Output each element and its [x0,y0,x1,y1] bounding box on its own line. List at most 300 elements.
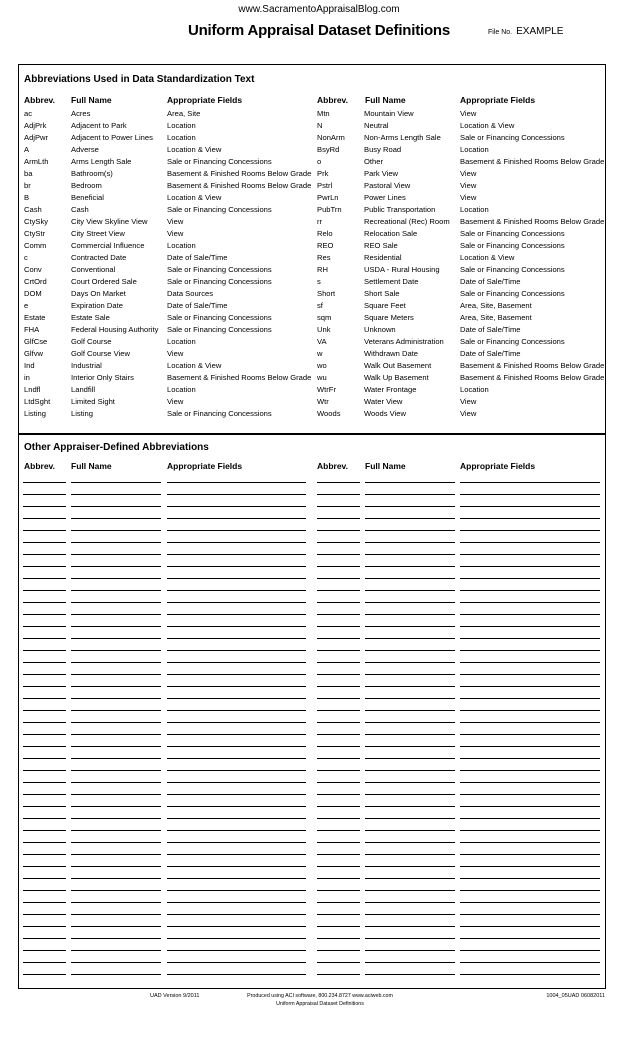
custom-entry-line[interactable] [71,710,161,711]
custom-entry-line[interactable] [167,482,306,483]
custom-entry-line[interactable] [167,710,306,711]
custom-entry-line[interactable] [460,842,600,843]
custom-entry-line[interactable] [317,938,360,939]
custom-entry-line[interactable] [23,674,66,675]
custom-entry-line[interactable] [365,842,455,843]
abbreviation-row [24,324,309,336]
abbreviation-row [317,288,602,300]
custom-entry-line[interactable] [460,530,600,531]
custom-entry-line[interactable] [365,830,455,831]
custom-entry-line[interactable] [167,866,306,867]
custom-entry-line[interactable] [460,902,600,903]
custom-entry-line[interactable] [460,938,600,939]
custom-entry-line[interactable] [71,962,161,963]
custom-entry-line[interactable] [460,770,600,771]
custom-entry-line[interactable] [365,602,455,603]
custom-entry-line[interactable] [167,530,306,531]
custom-entry-line[interactable] [365,482,455,483]
custom-entry-line[interactable] [365,650,455,651]
custom-entry-line[interactable] [365,578,455,579]
custom-entry-line[interactable] [460,818,600,819]
custom-entry-line[interactable] [167,566,306,567]
abbreviation-code: w [317,349,323,358]
custom-entry-line[interactable] [460,482,600,483]
custom-entry-line[interactable] [167,542,306,543]
custom-entry-line[interactable] [71,950,161,951]
custom-entry-line[interactable] [23,962,66,963]
custom-entry-line[interactable] [365,758,455,759]
abbreviation-full-name: Power Lines [364,193,406,202]
custom-entry-line[interactable] [365,530,455,531]
custom-entry-line[interactable] [317,866,360,867]
custom-entry-line[interactable] [23,614,66,615]
custom-entry-line[interactable] [167,626,306,627]
custom-entry-line[interactable] [167,890,306,891]
custom-entry-line[interactable] [365,566,455,567]
abbreviation-code: Pstrl [317,181,333,190]
abbreviation-full-name: Adjacent to Park [71,121,127,130]
custom-entry-line[interactable] [317,614,360,615]
custom-entry-line[interactable] [167,950,306,951]
custom-entry-line[interactable] [317,806,360,807]
custom-entry-line[interactable] [71,686,161,687]
custom-entry-line[interactable] [460,542,600,543]
custom-entry-line[interactable] [71,602,161,603]
custom-entry-line[interactable] [23,902,66,903]
custom-entry-line[interactable] [23,890,66,891]
custom-entry-line[interactable] [71,926,161,927]
abbreviation-fields: Location & View [167,361,222,370]
custom-entry-line[interactable] [365,662,455,663]
custom-entry-line[interactable] [71,554,161,555]
right-col-fields-header: Appropriate Fields [460,95,536,105]
custom-entry-line[interactable] [317,962,360,963]
custom-entry-line[interactable] [365,626,455,627]
custom-entry-line[interactable] [317,854,360,855]
custom-entry-line[interactable] [460,494,600,495]
abbreviation-row [317,360,605,372]
custom-entry-line[interactable] [23,710,66,711]
custom-entry-line[interactable] [71,974,161,975]
custom-entry-line[interactable] [365,686,455,687]
custom-entry-line[interactable] [317,974,360,975]
custom-entry-line[interactable] [317,782,360,783]
custom-entry-line[interactable] [317,602,360,603]
custom-entry-line[interactable] [460,926,600,927]
custom-entry-line[interactable] [167,494,306,495]
custom-entry-line[interactable] [71,566,161,567]
custom-entry-line[interactable] [460,698,600,699]
custom-entry-line[interactable] [23,494,66,495]
custom-entry-line[interactable] [460,638,600,639]
custom-entry-line[interactable] [365,938,455,939]
custom-entry-line[interactable] [460,662,600,663]
custom-entry-line[interactable] [23,566,66,567]
custom-entry-line[interactable] [317,950,360,951]
abbreviation-full-name: Acres [71,109,91,118]
abbreviation-full-name: Short Sale [364,289,400,298]
custom-entry-line[interactable] [23,578,66,579]
custom-entry-line[interactable] [167,506,306,507]
custom-entry-line[interactable] [317,626,360,627]
custom-entry-line[interactable] [460,518,600,519]
custom-entry-line[interactable] [317,890,360,891]
custom-entry-line[interactable] [71,578,161,579]
custom-entry-line[interactable] [365,806,455,807]
custom-entry-line[interactable] [23,806,66,807]
abbreviation-fields: View [167,229,184,238]
custom-entry-line[interactable] [23,938,66,939]
custom-entry-line[interactable] [71,542,161,543]
abbreviation-code: RH [317,265,328,274]
custom-entry-line[interactable] [23,734,66,735]
custom-entry-line[interactable] [167,674,306,675]
abbreviation-fields: View [460,193,477,202]
custom-entry-line[interactable] [71,530,161,531]
custom-entry-line[interactable] [365,674,455,675]
custom-entry-line[interactable] [460,866,600,867]
custom-entry-line[interactable] [23,698,66,699]
custom-entry-line[interactable] [460,722,600,723]
custom-entry-line[interactable] [167,698,306,699]
custom-entry-line[interactable] [317,698,360,699]
custom-entry-line[interactable] [23,590,66,591]
custom-entry-line[interactable] [167,842,306,843]
custom-entry-line[interactable] [317,662,360,663]
abbreviation-full-name: Interior Only Stairs [71,373,134,382]
custom-entry-line[interactable] [167,650,306,651]
custom-entry-line[interactable] [460,686,600,687]
custom-entry-line[interactable] [460,794,600,795]
custom-entry-line[interactable] [167,614,306,615]
custom-entry-line[interactable] [23,554,66,555]
custom-entry-line[interactable] [23,758,66,759]
custom-entry-line[interactable] [317,542,360,543]
custom-entry-line[interactable] [71,914,161,915]
custom-entry-line[interactable] [167,590,306,591]
custom-entry-line[interactable] [460,590,600,591]
abbreviation-row [317,300,602,312]
abbreviation-row [24,120,309,132]
custom-entry-line[interactable] [365,722,455,723]
custom-entry-line[interactable] [71,758,161,759]
abbreviation-code: DOM [24,289,42,298]
abbreviation-fields: View [167,217,184,226]
custom-entry-line[interactable] [167,638,306,639]
custom-entry-line[interactable] [317,878,360,879]
custom-entry-line[interactable] [317,482,360,483]
custom-entry-line[interactable] [460,746,600,747]
custom-entry-line[interactable] [365,494,455,495]
custom-entry-line[interactable] [365,794,455,795]
custom-entry-line[interactable] [71,614,161,615]
custom-entry-line[interactable] [365,902,455,903]
custom-entry-line[interactable] [460,578,600,579]
abbreviation-row [24,372,312,384]
custom-entry-line[interactable] [23,914,66,915]
custom-entry-line[interactable] [365,890,455,891]
custom-entry-line[interactable] [317,746,360,747]
custom-entry-line[interactable] [71,662,161,663]
custom-entry-line[interactable] [23,650,66,651]
custom-entry-line[interactable] [167,602,306,603]
custom-entry-line[interactable] [365,926,455,927]
custom-entry-line[interactable] [71,902,161,903]
custom-entry-line[interactable] [317,686,360,687]
custom-entry-line[interactable] [167,554,306,555]
custom-entry-line[interactable] [23,830,66,831]
custom-entry-line[interactable] [317,674,360,675]
custom-entry-line[interactable] [460,602,600,603]
custom-entry-line[interactable] [317,494,360,495]
custom-entry-line[interactable] [71,734,161,735]
custom-entry-line[interactable] [460,758,600,759]
custom-entry-line[interactable] [317,914,360,915]
custom-entry-line[interactable] [23,854,66,855]
custom-entry-line[interactable] [460,554,600,555]
abbreviation-full-name: Landfill [71,385,96,394]
custom-entry-line[interactable] [167,902,306,903]
custom-entry-line[interactable] [460,878,600,879]
custom-entry-line[interactable] [23,842,66,843]
abbreviation-row [317,180,602,192]
custom-entry-line[interactable] [167,818,306,819]
custom-entry-line[interactable] [167,782,306,783]
custom-entry-line[interactable] [167,722,306,723]
custom-entry-line[interactable] [23,518,66,519]
custom-entry-line[interactable] [23,722,66,723]
custom-entry-line[interactable] [317,758,360,759]
footer-produced-line2: Uniform Appraisal Dataset Definitions [276,1001,364,1007]
custom-entry-line[interactable] [365,518,455,519]
custom-entry-line[interactable] [23,530,66,531]
custom-entry-line[interactable] [365,950,455,951]
custom-entry-line[interactable] [23,950,66,951]
abbreviation-fields: Basement & Finished Rooms Below Grade [167,169,312,178]
custom-entry-line[interactable] [167,854,306,855]
custom-entry-line[interactable] [460,614,600,615]
custom-entry-line[interactable] [71,674,161,675]
custom-entry-line[interactable] [71,626,161,627]
abbreviation-row [317,144,602,156]
custom-entry-line[interactable] [460,506,600,507]
abbreviation-row [24,156,309,168]
custom-entry-line[interactable] [460,710,600,711]
custom-entry-line[interactable] [365,614,455,615]
custom-entry-line[interactable] [460,734,600,735]
custom-entry-line[interactable] [71,770,161,771]
custom-entry-line[interactable] [460,890,600,891]
custom-entry-line[interactable] [23,662,66,663]
custom-entry-line[interactable] [460,782,600,783]
custom-entry-line[interactable] [365,866,455,867]
custom-entry-line[interactable] [71,830,161,831]
custom-entry-line[interactable] [365,782,455,783]
custom-entry-line[interactable] [71,782,161,783]
custom-entry-line[interactable] [23,866,66,867]
custom-entry-line[interactable] [23,974,66,975]
custom-entry-line[interactable] [460,566,600,567]
abbreviation-code: PwrLn [317,193,339,202]
custom-entry-line[interactable] [317,590,360,591]
custom-entry-line[interactable] [23,482,66,483]
custom-entry-line[interactable] [460,674,600,675]
custom-entry-line[interactable] [23,926,66,927]
custom-entry-line[interactable] [23,542,66,543]
custom-entry-line[interactable] [365,962,455,963]
custom-entry-line[interactable] [317,506,360,507]
custom-entry-line[interactable] [71,722,161,723]
custom-entry-line[interactable] [365,590,455,591]
abbreviation-full-name: Estate Sale [71,313,110,322]
custom-entry-line[interactable] [167,926,306,927]
custom-entry-line[interactable] [365,878,455,879]
custom-entry-line[interactable] [71,650,161,651]
custom-entry-line[interactable] [365,542,455,543]
custom-entry-line[interactable] [365,506,455,507]
custom-entry-line[interactable] [167,962,306,963]
abbreviation-code: e [24,301,29,310]
custom-entry-line[interactable] [460,914,600,915]
custom-entry-line[interactable] [167,686,306,687]
custom-entry-line[interactable] [71,482,161,483]
custom-entry-line[interactable] [460,974,600,975]
custom-entry-line[interactable] [317,638,360,639]
abbreviation-row [317,168,602,180]
custom-entry-line[interactable] [71,506,161,507]
abbreviation-row [24,300,309,312]
abbreviation-fields: Location [167,133,196,142]
custom-entry-line[interactable] [23,686,66,687]
custom-entry-line[interactable] [365,914,455,915]
custom-entry-line[interactable] [71,866,161,867]
abbreviation-full-name: Neutral [364,121,389,130]
custom-entry-line[interactable] [23,794,66,795]
custom-entry-line[interactable] [71,806,161,807]
custom-entry-line[interactable] [365,734,455,735]
custom-entry-line[interactable] [167,878,306,879]
custom-entry-line[interactable] [460,962,600,963]
custom-entry-line[interactable] [167,806,306,807]
abbreviation-fields: Sale or Financing Concessions [460,241,565,250]
custom-entry-line[interactable] [167,578,306,579]
custom-entry-line[interactable] [317,530,360,531]
custom-entry-line[interactable] [460,626,600,627]
abbreviation-fields: View [460,397,477,406]
custom-entry-line[interactable] [167,794,306,795]
custom-entry-line[interactable] [71,818,161,819]
custom-entry-line[interactable] [167,662,306,663]
custom-entry-line[interactable] [317,578,360,579]
custom-entry-line[interactable] [460,854,600,855]
custom-entry-line[interactable] [23,818,66,819]
custom-entry-line[interactable] [460,950,600,951]
abbreviation-fields: Data Sources [167,289,214,298]
custom-entry-line[interactable] [71,890,161,891]
custom-entry-line[interactable] [317,710,360,711]
custom-entry-line[interactable] [23,638,66,639]
custom-entry-line[interactable] [167,938,306,939]
abbreviation-code: Short [317,289,336,298]
custom-entry-line[interactable] [167,770,306,771]
custom-entry-line[interactable] [317,926,360,927]
custom-entry-line[interactable] [365,710,455,711]
custom-entry-line[interactable] [460,650,600,651]
custom-entry-line[interactable] [365,638,455,639]
custom-entry-line[interactable] [71,746,161,747]
custom-entry-line[interactable] [460,806,600,807]
custom-entry-line[interactable] [71,794,161,795]
abbreviation-code: A [24,145,30,154]
custom-entry-line[interactable] [71,590,161,591]
custom-entry-line[interactable] [317,842,360,843]
custom-entry-line[interactable] [23,602,66,603]
custom-entry-line[interactable] [365,554,455,555]
abbreviation-fields: Sale or Financing Concessions [167,325,272,334]
custom-entry-line[interactable] [71,842,161,843]
abbreviation-full-name: Relocation Sale [364,229,418,238]
custom-entry-line[interactable] [71,878,161,879]
custom-entry-line[interactable] [365,698,455,699]
custom-entry-line[interactable] [365,770,455,771]
custom-entry-line[interactable] [365,818,455,819]
abbreviation-code: sf [317,301,323,310]
custom-entry-line[interactable] [460,830,600,831]
custom-entry-line[interactable] [317,554,360,555]
custom-entry-line[interactable] [167,914,306,915]
custom-entry-line[interactable] [167,974,306,975]
custom-entry-line[interactable] [317,734,360,735]
abbreviation-row [24,264,309,276]
custom-entry-line[interactable] [317,722,360,723]
custom-entry-line[interactable] [23,626,66,627]
custom-entry-line[interactable] [167,758,306,759]
abbreviation-fields: Area, Site, Basement [460,301,532,310]
custom-entry-line[interactable] [317,566,360,567]
custom-entry-line[interactable] [317,650,360,651]
custom-entry-line[interactable] [167,518,306,519]
custom-entry-line[interactable] [167,734,306,735]
custom-entry-line[interactable] [23,878,66,879]
custom-entry-line[interactable] [317,518,360,519]
custom-entry-line[interactable] [71,494,161,495]
custom-entry-line[interactable] [71,638,161,639]
custom-entry-line[interactable] [23,506,66,507]
custom-entry-line[interactable] [23,782,66,783]
left-col-fields-header: Appropriate Fields [167,95,243,105]
custom-entry-line[interactable] [23,770,66,771]
abbreviation-code: CrtOrd [24,277,47,286]
section-divider [19,433,605,435]
custom-entry-line[interactable] [317,770,360,771]
custom-entry-line[interactable] [71,698,161,699]
custom-entry-line[interactable] [71,854,161,855]
custom-entry-line[interactable] [365,974,455,975]
custom-entry-line[interactable] [167,746,306,747]
custom-entry-line[interactable] [317,830,360,831]
custom-entry-line[interactable] [71,518,161,519]
custom-entry-line[interactable] [317,794,360,795]
custom-entry-line[interactable] [317,818,360,819]
custom-entry-line[interactable] [317,902,360,903]
custom-entry-line[interactable] [365,746,455,747]
abbreviation-code: GlfCse [24,337,48,346]
custom-entry-line[interactable] [167,830,306,831]
custom-entry-line[interactable] [71,938,161,939]
abbreviation-full-name: Adverse [71,145,99,154]
custom-entry-line[interactable] [23,746,66,747]
custom-entry-line[interactable] [365,854,455,855]
